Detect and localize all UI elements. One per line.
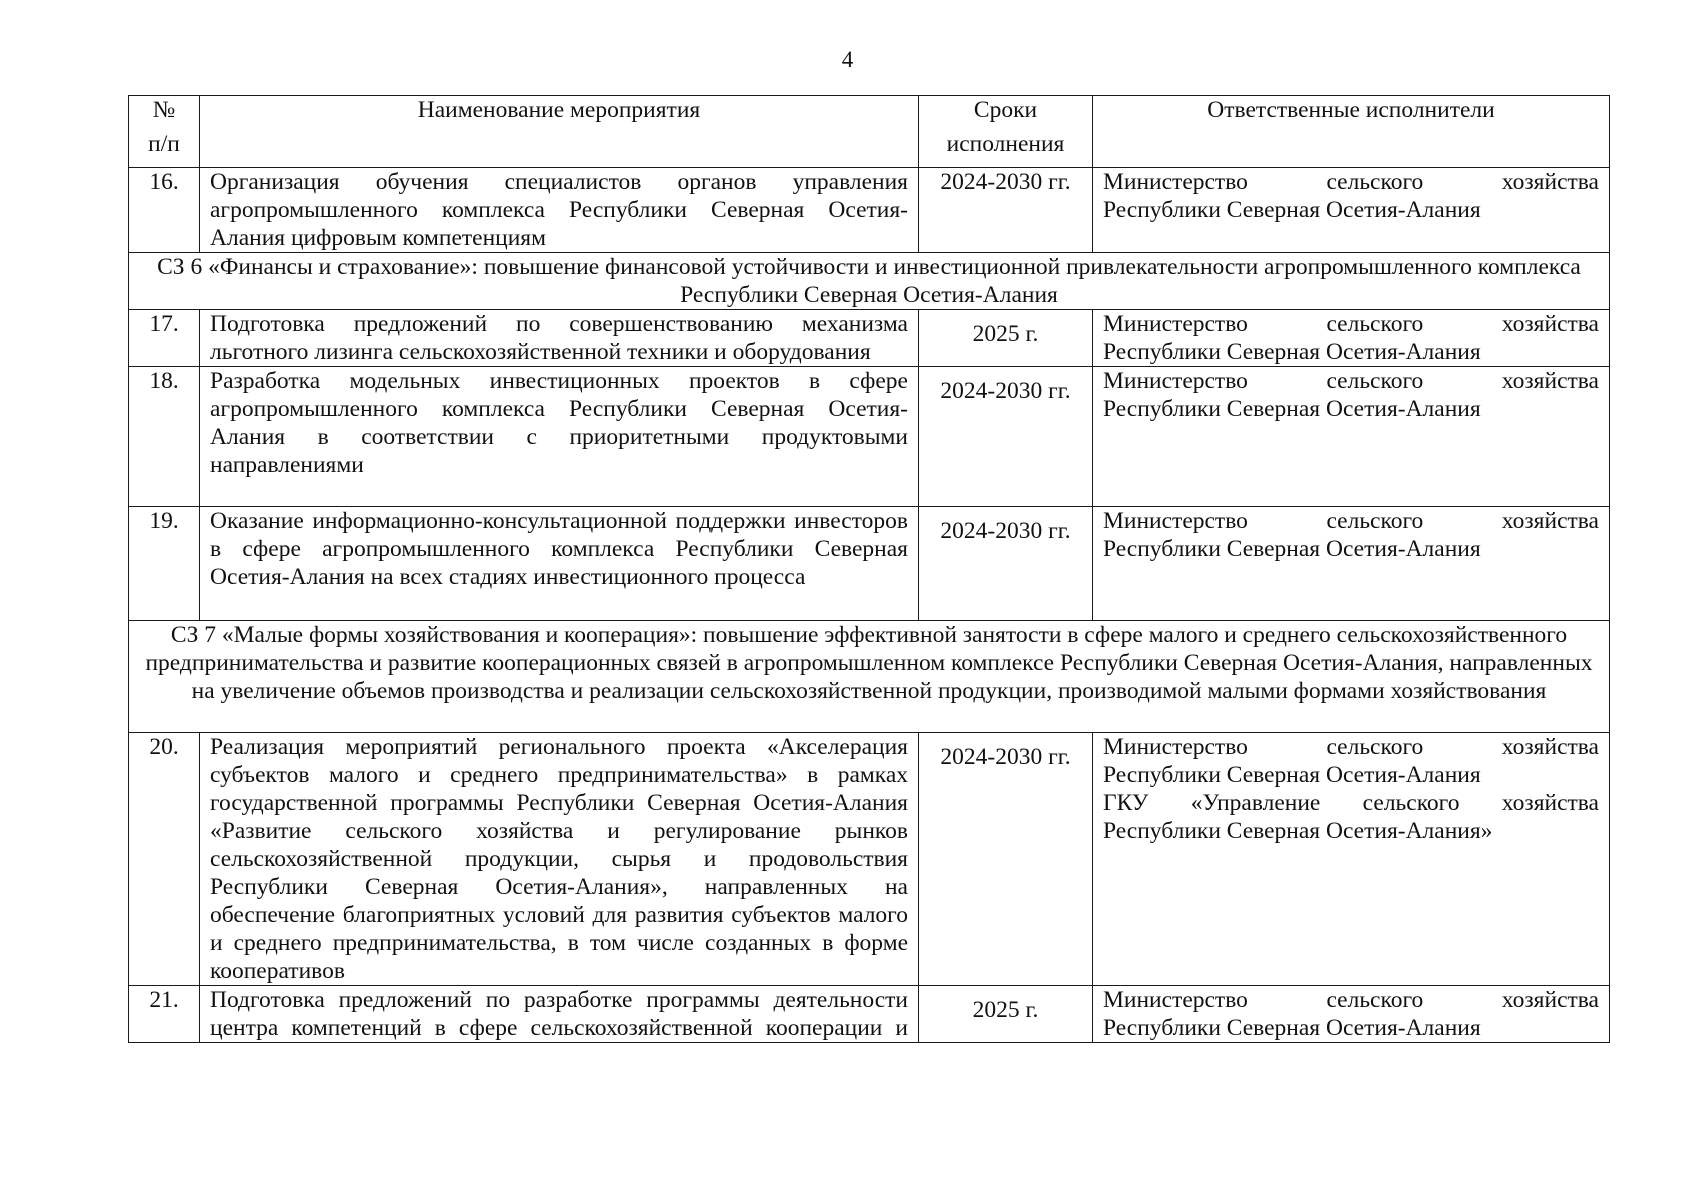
row-activity-name: Разработка модельных инвестиционных проектов в сфере агропромышленного комплекса Республики Северная Осетия-Алания в соответствии с приоритетными продуктовыми направлениями bbox=[200, 367, 919, 507]
responsible-line: Министерство сельского хозяйства bbox=[1103, 508, 1599, 534]
page-number: 4 bbox=[841, 47, 854, 72]
row-responsible bbox=[1093, 733, 1610, 986]
responsible-line: Республики Северная Осетия-Алания bbox=[1103, 1015, 1481, 1041]
row-number: 20. bbox=[129, 733, 200, 986]
row-term: 2024-2030 гг. bbox=[919, 168, 1093, 253]
table-row bbox=[129, 507, 1610, 621]
responsible-line: Республики Северная Осетия-Алания bbox=[1103, 396, 1481, 422]
row-number: 16. bbox=[129, 168, 200, 253]
row-responsible bbox=[1093, 367, 1610, 507]
table-row bbox=[129, 733, 1610, 986]
header-number bbox=[129, 96, 200, 168]
responsible-line: Министерство сельского хозяйства bbox=[1103, 169, 1599, 195]
header-number-line-2: п/п bbox=[148, 131, 180, 157]
row-number: 17. bbox=[129, 310, 200, 367]
responsible-line: Министерство сельского хозяйства bbox=[1103, 311, 1599, 337]
header-term-line-2: исполнения bbox=[946, 131, 1065, 157]
table-row bbox=[129, 986, 1610, 1043]
table-row bbox=[129, 310, 1610, 367]
activities-table bbox=[128, 95, 1610, 1043]
section-row bbox=[129, 253, 1610, 310]
row-activity-name: Реализация мероприятий регионального проекта «Акселерация субъектов малого и среднего предпринимательства» в рамках государственной программы Республики Северная Осетия-Алания «Развитие сельского хозяйства и регулирование рынков сельскохозяйственной продукции, сырья и продовольствия Республики Северная Осетия-Алания», направленных на обеспечение благоприятных условий для развития субъектов малого и среднего предпринимательства, в том числе созданных в форме кооперативов bbox=[200, 733, 919, 986]
row-number: 21. bbox=[129, 986, 200, 1043]
row-responsible bbox=[1093, 168, 1610, 253]
row-term: 2025 г. bbox=[919, 310, 1093, 367]
section-row bbox=[129, 621, 1610, 733]
responsible-line: Республики Северная Осетия-Алания bbox=[1103, 339, 1481, 365]
responsible-line: Министерство сельского хозяйства bbox=[1103, 368, 1599, 394]
responsible-line: Министерство сельского хозяйства bbox=[1103, 734, 1599, 760]
table-row bbox=[129, 367, 1610, 507]
row-responsible bbox=[1093, 310, 1610, 367]
table-row bbox=[129, 168, 1610, 253]
row-number: 19. bbox=[129, 507, 200, 621]
header-number-line-1: № bbox=[152, 97, 176, 123]
row-term: 2024-2030 гг. bbox=[919, 367, 1093, 507]
row-term: 2024-2030 гг. bbox=[919, 733, 1093, 986]
section-heading: СЗ 6 «Финансы и страхование»: повышение финансовой устойчивости и инвестиционной привлекательности агропромышленного комплекса Республики Северная Осетия-Алания bbox=[129, 253, 1610, 310]
row-activity-name: Оказание информационно-консультационной поддержки инвесторов в сфере агропромышленного комплекса Республики Северная Осетия-Алания на всех стадиях инвестиционного процесса bbox=[200, 507, 919, 621]
header-name: Наименование мероприятия bbox=[200, 96, 919, 168]
row-number: 18. bbox=[129, 367, 200, 507]
responsible-line: Республики Северная Осетия-Алания bbox=[1103, 536, 1481, 562]
section-heading: СЗ 7 «Малые формы хозяйствования и кооперация»: повышение эффективной занятости в сфере малого и среднего сельскохозяйственного предпринимательства и развитие кооперационных связей в агропромышленном комплексе Республики Северная Осетия-Алания, направленных на увеличение объемов производства и реализации сельскохозяйственной продукции, производимой малыми формами хозяйствования bbox=[129, 621, 1610, 733]
row-term: 2025 г. bbox=[919, 986, 1093, 1043]
row-term: 2024-2030 гг. bbox=[919, 507, 1093, 621]
header-term bbox=[919, 96, 1093, 168]
header-term-line-1: Сроки bbox=[973, 97, 1038, 123]
responsible-line: Республики Северная Осетия-Алания bbox=[1103, 197, 1481, 223]
header-responsible: Ответственные исполнители bbox=[1093, 96, 1610, 168]
row-responsible bbox=[1093, 507, 1610, 621]
responsible-line: Министерство сельского хозяйства bbox=[1103, 987, 1599, 1013]
responsible-line: ГКУ «Управление сельского хозяйства bbox=[1103, 790, 1599, 816]
row-activity-name: Подготовка предложений по совершенствованию механизма льготного лизинга сельскохозяйственной техники и оборудования bbox=[200, 310, 919, 367]
table-header-row bbox=[129, 96, 1610, 168]
responsible-line: Республики Северная Осетия-Алания bbox=[1103, 762, 1481, 788]
row-activity-name: Подготовка предложений по разработке программы деятельности центра компетенций в сфере сельскохозяйственной кооперации и bbox=[200, 986, 919, 1043]
row-responsible bbox=[1093, 986, 1610, 1043]
responsible-line: Республики Северная Осетия-Алания» bbox=[1103, 818, 1493, 844]
row-activity-name: Организация обучения специалистов органов управления агропромышленного комплекса Республики Северная Осетия-Алания цифровым компетенциям bbox=[200, 168, 919, 253]
